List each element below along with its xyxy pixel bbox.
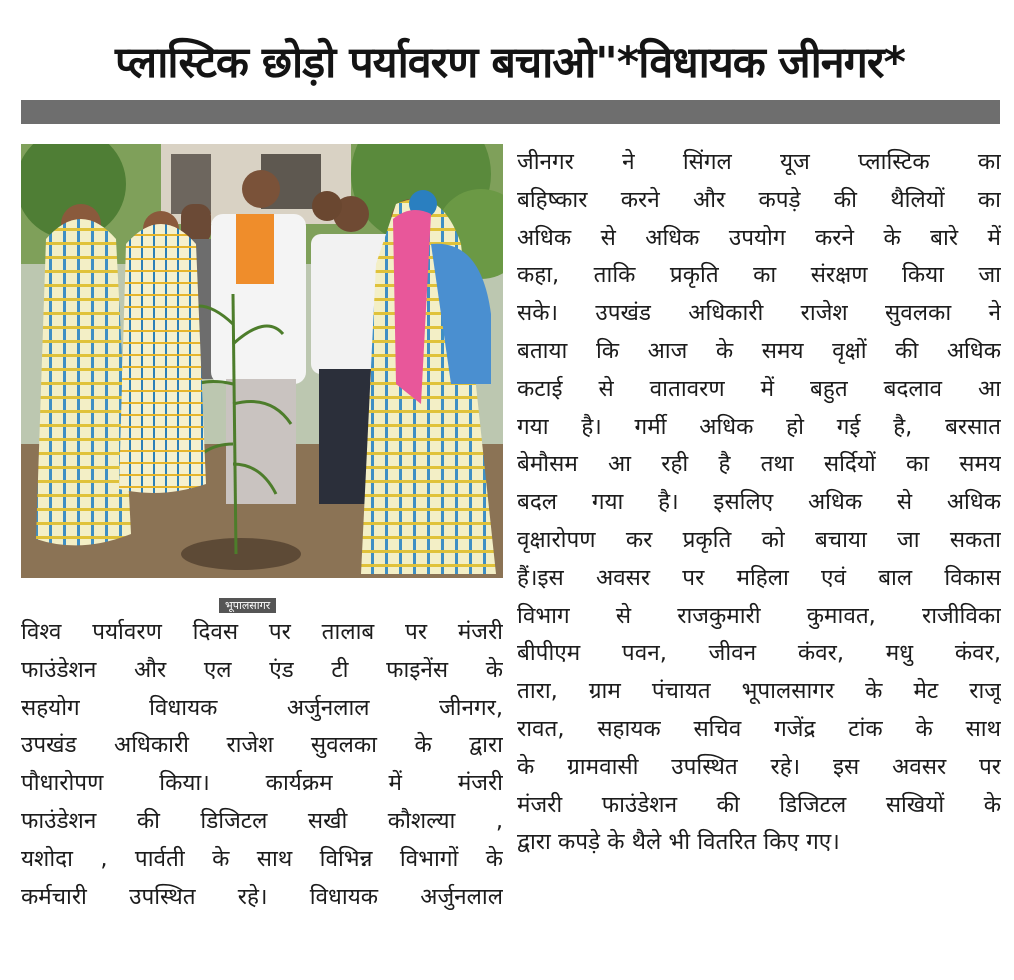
article-line: बदल गया है। इसलिए अधिक से अधिक [517,489,1001,516]
article-line: पौधारोपण किया। कार्यक्रम में मंजरी [21,770,503,797]
headline-rule [21,100,1000,124]
article-line: मंजरी फाउंडेशन की डिजिटल सखियों के [517,791,1001,818]
article-line: सके। उपखंड अधिकारी राजेश सुवलका ने [517,300,1001,327]
article-line: के ग्रामवासी उपस्थित रहे। इस अवसर पर [517,753,1001,780]
article-line: द्वारा कपड़े के थैले भी वितरित किए गए। [517,829,840,856]
article-line: वृक्षारोपण कर प्रकृति को बचाया जा सकता [517,526,1001,553]
article-line: फाउंडेशन और एल एंड टी फाइनेंस के [21,656,503,683]
article-line: बताया कि आज के समय वृक्षों की अधिक [517,337,1001,364]
article-column-left [21,614,503,916]
article-line: कहा, ताकि प्रकृति का संरक्षण किया जा [517,262,1001,289]
article-line: बेमौसम आ रही है तथा सर्दियों का समय [517,451,1001,478]
article-line: तारा, ग्राम पंचायत भूपालसागर के मेट राजू [517,678,1001,705]
article-line: कटाई से वातावरण में बहुत बदलाव आ [517,375,1001,402]
article-line: अधिक से अधिक उपयोग करने के बारे में [517,224,1001,251]
article-line: सहयोग विधायक अर्जुनलाल जीनगर, [21,694,503,721]
article-line: हैं।इस अवसर पर महिला एवं बाल विकास [517,564,1001,591]
article-line: कर्मचारी उपस्थित रहे। विधायक अर्जुनलाल [21,883,503,910]
article-line: यशोदा , पार्वती के साथ विभिन्न विभागों के [21,845,503,872]
article-line: जीनगर ने सिंगल यूज प्लास्टिक का [517,149,1001,175]
article-line: बहिष्कार करने और कपड़े की थैलियों का [517,186,1001,213]
article-line: फाउंडेशन की डिजिटल सखी कौशल्या , [21,807,503,834]
article-line: विभाग से राजकुमारी कुमावत, राजीविका [517,602,1001,629]
article-line: रावत, सहायक सचिव गजेंद्र टांक के साथ [517,715,1001,742]
article-line: विश्व पर्यावरण दिवस पर तालाब पर मंजरी [21,619,503,645]
article-line: उपखंड अधिकारी राजेश सुवलका के द्वारा [21,732,503,759]
article-line: बीपीएम पवन, जीवन कंवर, मधु कंवर, [517,640,1001,667]
article-column-right [517,144,1001,862]
article-line: गया है। गर्मी अधिक हो गई है, बरसात [517,413,1001,440]
dateline-label: भूपालसागर [219,598,276,613]
news-photo [21,144,503,578]
headline: प्लास्टिक छोड़ो पर्यावरण बचाओ"*विधायक जीनगर* [115,38,905,88]
